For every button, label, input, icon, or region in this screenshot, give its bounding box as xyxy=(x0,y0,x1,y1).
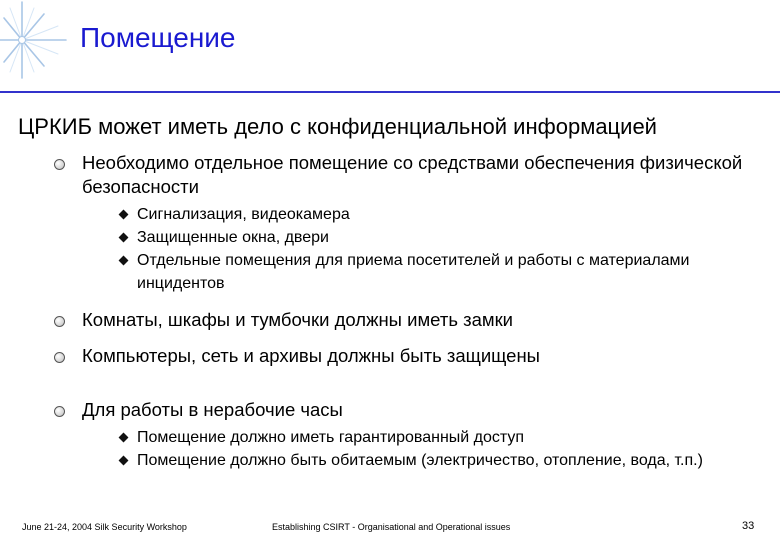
bullet-group-2 xyxy=(52,308,752,368)
sub-list-item-text: Помещение должно иметь гарантированный доступ xyxy=(137,429,525,446)
sphere-bullet-icon xyxy=(54,316,65,327)
starburst-icon xyxy=(0,0,72,80)
list-item-text: Необходимо отдельное помещение со средствами обеспечения физической безопасности xyxy=(82,152,743,197)
diamond-bullet-icon xyxy=(119,433,129,443)
page-number: 33 xyxy=(742,520,755,532)
sub-list xyxy=(82,203,752,295)
sub-list-item-text: Защищенные окна, двери xyxy=(137,229,329,246)
sub-list-item xyxy=(82,426,752,449)
list-item-text: Для работы в нерабочие часы xyxy=(82,399,343,420)
sphere-bullet-icon xyxy=(54,352,65,363)
list-item xyxy=(52,308,752,332)
list-item xyxy=(52,151,752,295)
sub-list-item xyxy=(82,226,752,249)
bullet-group-1 xyxy=(52,151,752,295)
diamond-bullet-icon xyxy=(119,210,129,220)
footer-event: June 21-24, 2004 Silk Security Workshop xyxy=(22,522,187,532)
sub-list-item xyxy=(82,449,752,472)
sub-list-item-text: Сигнализация, видеокамера xyxy=(137,206,350,223)
sub-list-item xyxy=(82,249,752,295)
bullet-group-3 xyxy=(52,398,752,472)
list-item-text: Комнаты, шкафы и тумбочки должны иметь замки xyxy=(82,309,514,330)
list-item xyxy=(52,344,752,368)
slide-title: Помещение xyxy=(80,22,236,53)
footer-topic: Establishing CSIRT - Organisational and Operational issues xyxy=(272,522,511,532)
diamond-bullet-icon xyxy=(119,256,129,266)
list-item-text: Компьютеры, сеть и архивы должны быть защищены xyxy=(82,345,540,366)
list-item xyxy=(52,398,752,472)
sub-list-item xyxy=(82,203,752,226)
slide-heading: ЦРКИБ может иметь дело с конфиденциальной информацией xyxy=(18,114,657,139)
sphere-bullet-icon xyxy=(54,406,65,417)
sub-list xyxy=(82,426,752,472)
sub-list-item-text: Отдельные помещения для приема посетителей и работы с материалами инцидентов xyxy=(137,252,690,292)
title-divider xyxy=(0,91,780,93)
diamond-bullet-icon xyxy=(119,456,129,466)
sphere-bullet-icon xyxy=(54,159,65,170)
diamond-bullet-icon xyxy=(119,233,129,243)
sub-list-item-text: Помещение должно быть обитаемым (электричество, отопление, вода, т.п.) xyxy=(137,452,703,469)
